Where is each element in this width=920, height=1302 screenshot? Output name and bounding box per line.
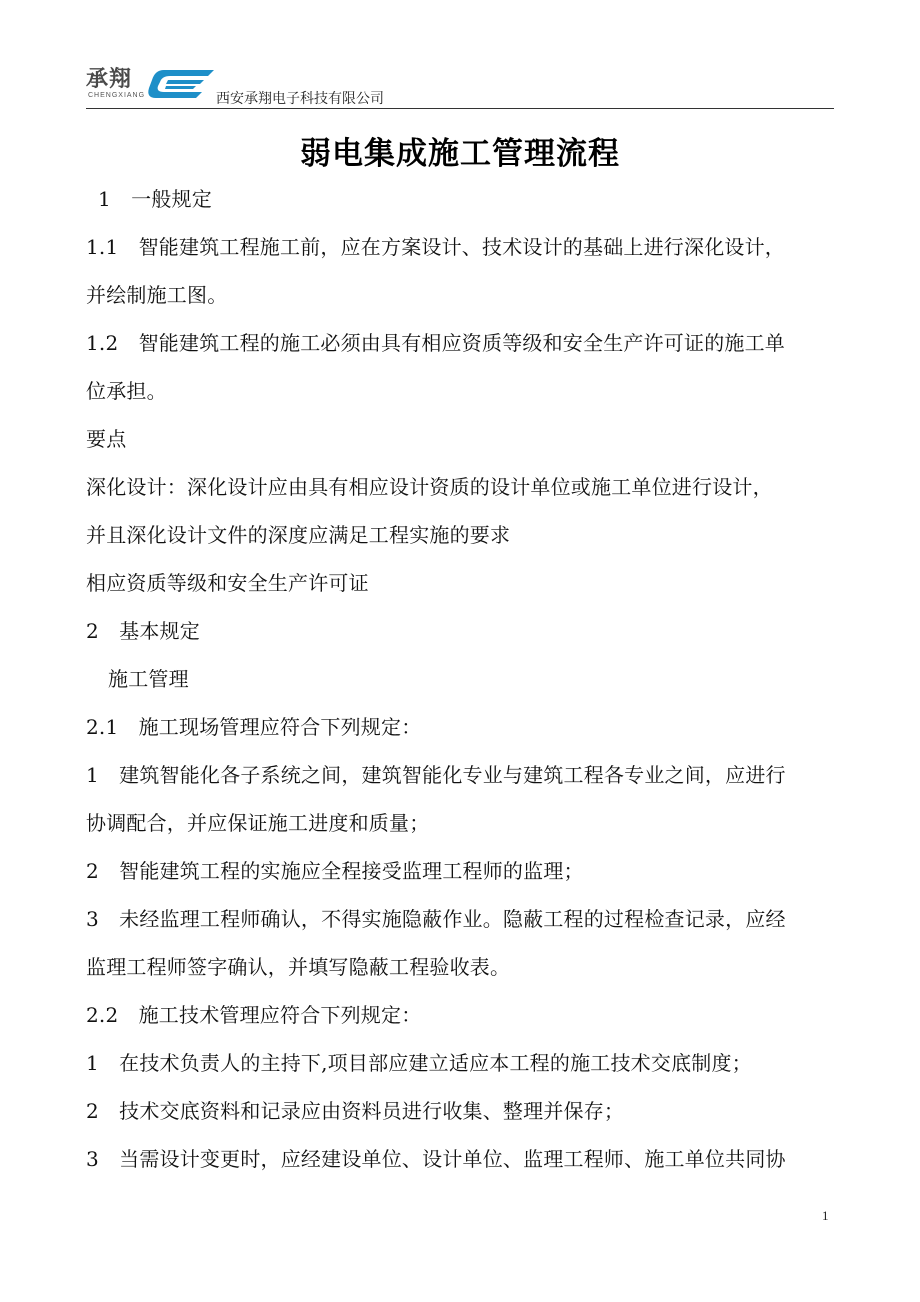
document-header: [86, 62, 834, 108]
company-name: 西安承翔电子科技有限公司: [216, 91, 384, 107]
document-body: [86, 178, 834, 1186]
body-text-line: 监理工程师签字确认，并填写隐蔽工程验收表。: [86, 955, 511, 979]
document-title: 弱电集成施工管理流程: [300, 136, 620, 172]
company-logo-subtext: CHENGXIANG: [88, 92, 146, 99]
body-text-line: 并绘制施工图。: [86, 283, 228, 307]
body-text-line: 3 未经监理工程师确认，不得实施隐蔽作业。隐蔽工程的过程检查记录，应经: [86, 907, 786, 931]
company-logo-icon: [146, 66, 216, 102]
body-text-line: 相应资质等级和安全生产许可证: [86, 571, 369, 595]
body-text-line: 施工管理: [108, 667, 189, 691]
body-text-line: 并且深化设计文件的深度应满足工程实施的要求: [86, 523, 511, 547]
body-text-line: 1 建筑智能化各子系统之间，建筑智能化专业与建筑工程各专业之间，应进行: [86, 763, 786, 787]
body-text-line: 协调配合，并应保证施工进度和质量；: [86, 811, 430, 835]
body-text-line: 1.2 智能建筑工程的施工必须由具有相应资质等级和安全生产许可证的施工单: [86, 331, 786, 355]
body-text-line: 1 一般规定: [98, 187, 212, 211]
body-text-line: 3 当需设计变更时，应经建设单位、设计单位、监理工程师、施工单位共同协: [86, 1147, 786, 1171]
body-text-line: 位承担。: [86, 379, 167, 403]
body-text-line: 2.2 施工技术管理应符合下列规定：: [86, 1003, 422, 1027]
body-text-line: 1.1 智能建筑工程施工前，应在方案设计、技术设计的基础上进行深化设计，: [86, 235, 786, 259]
body-text-line: 要点: [86, 427, 127, 451]
company-logo-text: 承翔: [86, 67, 133, 92]
body-text-line: 深化设计：深化设计应由具有相应设计资质的设计单位或施工单位进行设计，: [86, 475, 773, 499]
body-text-line: 2 基本规定: [86, 619, 200, 643]
body-text-line: 1 在技术负责人的主持下,项目部应建立适应本工程的施工技术交底制度；: [86, 1051, 752, 1075]
body-text-line: 2 技术交底资料和记录应由资料员进行收集、整理并保存；: [86, 1099, 625, 1123]
page-number: 1: [822, 1208, 829, 1223]
body-text-line: 2.1 施工现场管理应符合下列规定：: [86, 715, 422, 739]
header-divider: [86, 108, 834, 109]
body-text-line: 2 智能建筑工程的实施应全程接受监理工程师的监理；: [86, 859, 584, 883]
